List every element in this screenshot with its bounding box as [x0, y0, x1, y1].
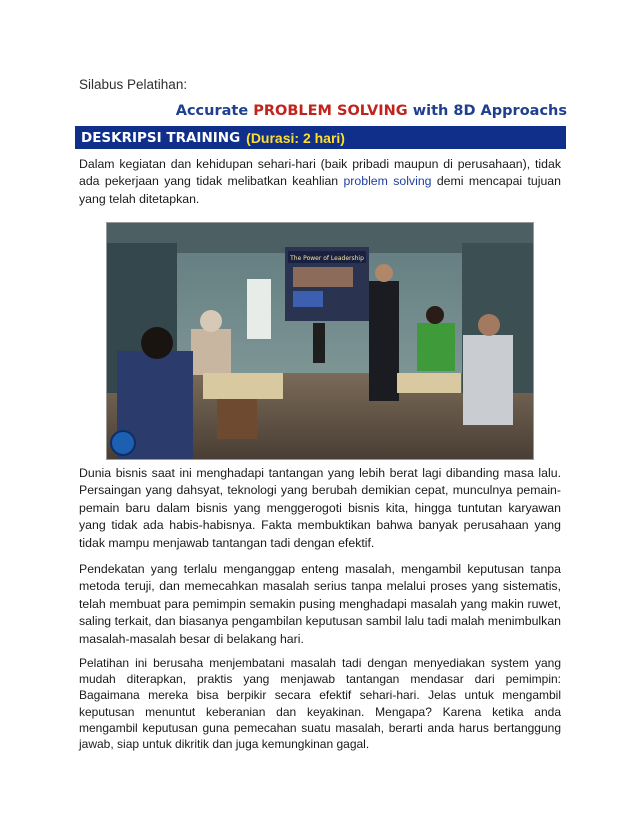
paragraph-training-purpose: Pelatihan ini berusaha menjembatani masalah tadi dengan menyediakan system yang mudah diterapkan, praktis yang menjawab tantangan mendasar dari pemimpin: Bagaimana mereka bisa berpikir secara efektif sehari-hari. Jelas untuk mengambil keputusan menuntut keberanian dan keyakinan. Mengapa? Karena ketika anda mengambil keputusan guna pemecahan suatu masalah, berarti anda harus bertanggung jawab, siap untuk dikritik dan juga kemungkinan gagal. — [79, 656, 561, 752]
photo-presenter-head — [375, 264, 393, 282]
photo-participant-left — [191, 329, 231, 375]
paragraph-approach: Pendekatan yang terlalu menganggap enteng masalah, mengambil keputusan tanpa metoda teruji, dan memecahkan masalah serius tanpa melalui proses yang sistematis, telah membuat para pemimpin semakin pusing menghadapi masalah yang makin ruwet, saling terkait, dan biasanya pengambilan keputusan sambil lalu tadi malah menimbulkan masalah-masalah besar di belakang hari. — [79, 562, 561, 646]
title-accent: PROBLEM SOLVING — [253, 103, 408, 119]
training-photo — [106, 222, 534, 460]
photo-screen-text: The Power of Leadership — [290, 255, 364, 262]
photo-participant-green-head — [426, 306, 444, 324]
syllabus-label: Silabus Pelatihan: — [79, 77, 188, 92]
photo-participant-right — [463, 335, 513, 425]
paragraph-business-challenges: Dunia bisnis saat ini menghadapi tantangan yang lebih berat lagi dibanding masa lalu. Persaingan yang dahsyat, teknologi yang berubah demikian cepat, munculnya pemain-pemain baru dalam bisnis yang menggerogoti bisnis kita, hingga tuntutan karyawan yang tidak ada habis-habisnya. Fakta membuktikan bahwa banyak perusahaan yang tidak mampu menjawab tantangan tadi dengan efektif. — [79, 466, 561, 550]
photo-podium — [313, 323, 325, 363]
intro-text-after: demi mencapai tujuan yang telah ditetapkan. — [79, 174, 561, 206]
training-photo-illustration — [107, 223, 533, 459]
section-bar — [75, 126, 566, 149]
title-suffix: with 8D Approachs — [407, 103, 567, 119]
intro-highlight: problem solving — [343, 174, 432, 189]
photo-screen-logo — [293, 291, 323, 307]
training-title — [176, 103, 567, 119]
photo-participant-left-head — [200, 310, 222, 332]
photo-participant-green — [417, 323, 455, 371]
photo-table-left — [203, 373, 283, 399]
photo-chair — [217, 399, 257, 439]
photo-flipchart — [247, 279, 271, 339]
title-prefix: Accurate — [175, 103, 254, 119]
globe-icon — [111, 431, 135, 455]
section-duration: (Durasi: 2 hari) — [246, 129, 345, 146]
photo-participant-front-head — [141, 327, 173, 359]
photo-presenter — [369, 281, 399, 401]
intro-paragraph — [79, 156, 561, 208]
photo-screen-image — [293, 267, 353, 287]
photo-participant-right-head — [478, 314, 500, 336]
photo-table-right — [397, 373, 461, 393]
intro-text-before: Dalam kegiatan dan kehidupan sehari-hari (baik pribadi maupun di perusahaan), tidak ada pekerjaan yang tidak melibatkan keahlian — [79, 157, 561, 189]
section-label: DESKRIPSI TRAINING — [81, 129, 241, 146]
